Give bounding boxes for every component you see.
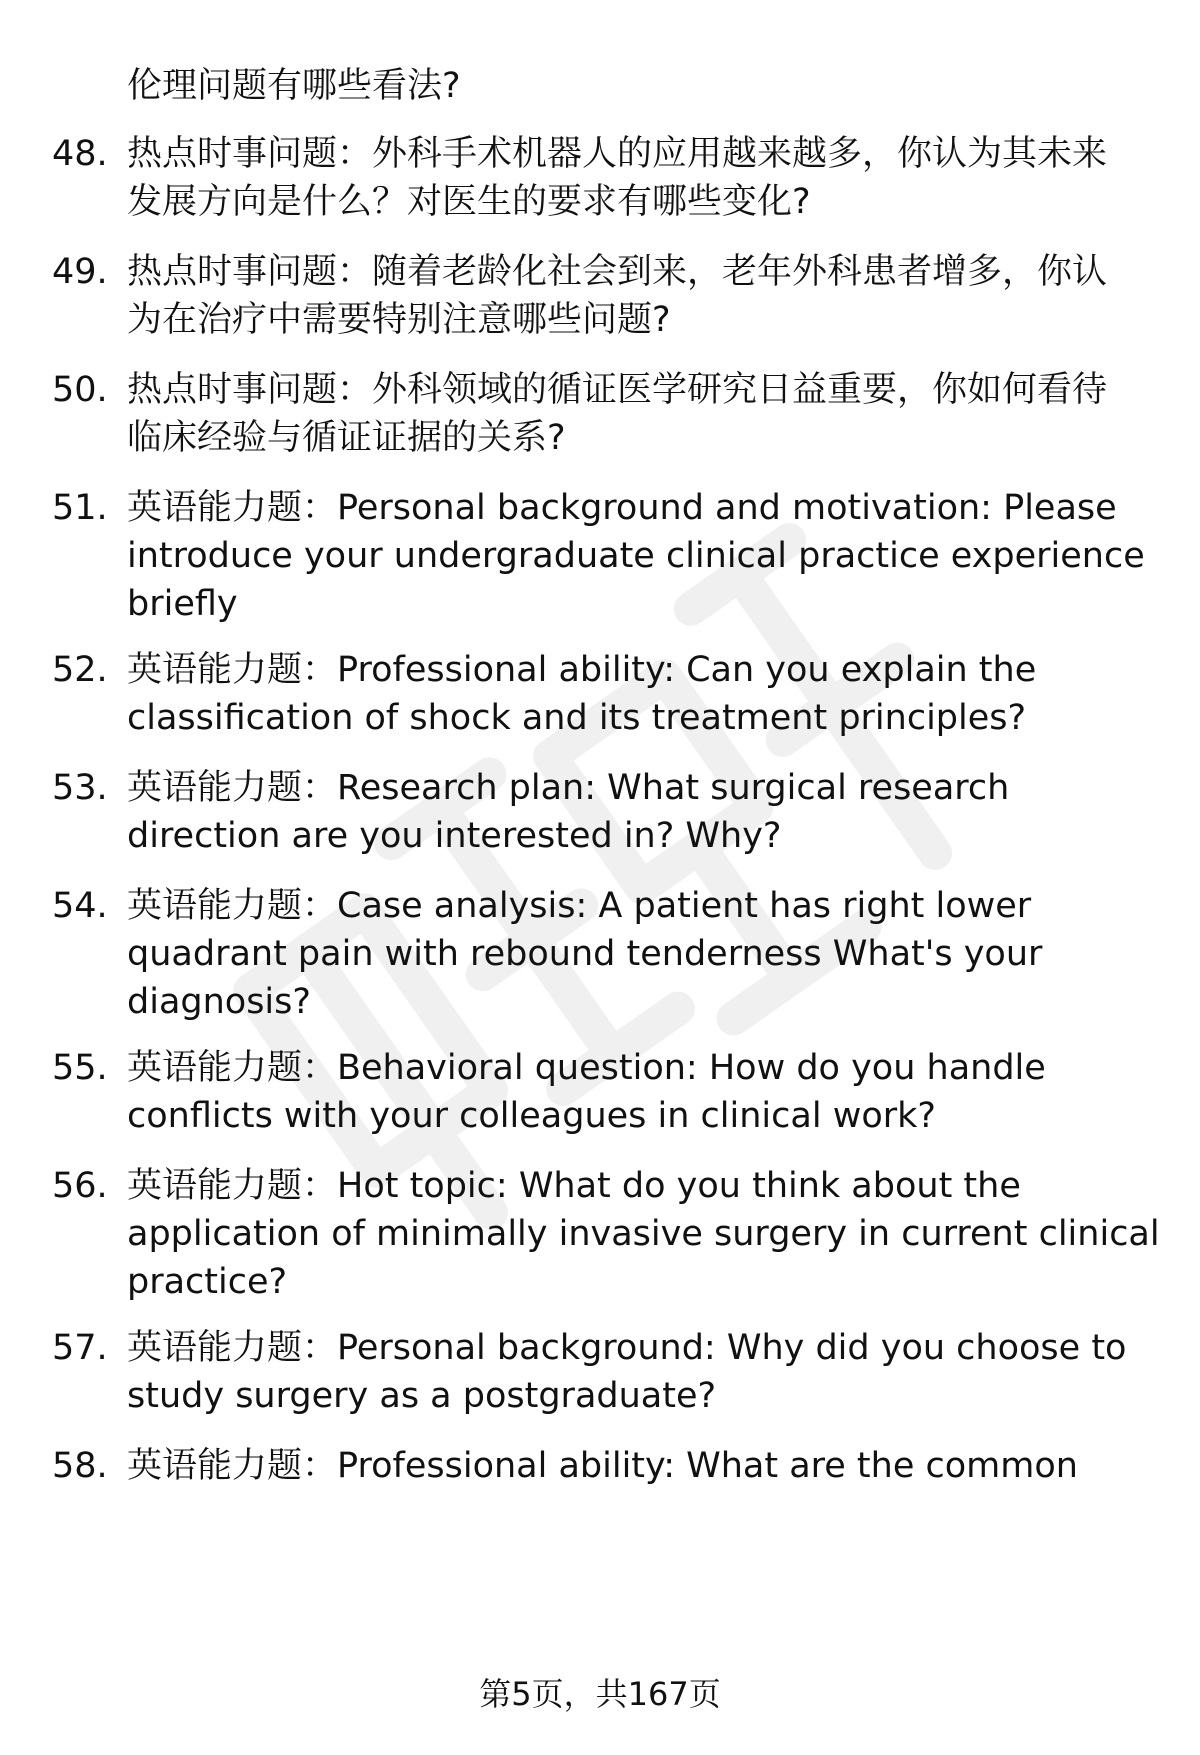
question-text <box>127 130 1147 226</box>
question-text <box>127 764 1147 860</box>
question-line: quadrant pain with rebound tenderness What's your <box>127 934 1043 974</box>
question-line: 为在治疗中需要特别注意哪些问题? <box>127 300 671 340</box>
question-number: 53. <box>52 768 108 808</box>
question-line: classification of shock and its treatment principles? <box>127 698 1027 738</box>
question-text <box>127 484 1147 628</box>
question-line: 英语能力题：Behavioral question: How do you handle <box>127 1048 1046 1088</box>
question-line: practice? <box>127 1262 288 1302</box>
question-line: 英语能力题：Professional ability: What are the common <box>127 1446 1078 1486</box>
question-line: briefly <box>127 584 238 624</box>
question-line: 英语能力题：Hot topic: What do you think about the <box>127 1166 1021 1206</box>
continued-question-text: 伦理问题有哪些看法? <box>127 66 461 106</box>
question-number: 52. <box>52 650 108 690</box>
question-line: application of minimally invasive surgery in current clinical <box>127 1214 1160 1254</box>
question-text <box>127 882 1147 1026</box>
question-text <box>127 1162 1160 1306</box>
question-line: 英语能力题：Professional ability: Can you explain the <box>127 650 1037 690</box>
question-text <box>127 366 1147 462</box>
question-number: 49. <box>52 252 108 292</box>
question-line: diagnosis? <box>127 982 311 1022</box>
question-line: 热点时事问题：随着老龄化社会到来，老年外科患者增多，你认 <box>127 252 1108 292</box>
question-text <box>127 248 1147 344</box>
question-text <box>127 1044 1147 1140</box>
question-line: 英语能力题：Personal background and motivation: Please <box>127 488 1117 528</box>
question-line: direction are you interested in? Why? <box>127 816 782 856</box>
question-text <box>127 1324 1147 1420</box>
question-line: 英语能力题：Case analysis: A patient has right lower <box>127 886 1032 926</box>
question-line: 热点时事问题：外科手术机器人的应用越来越多，你认为其未来 <box>127 134 1108 174</box>
question-number: 48. <box>52 134 108 174</box>
question-number: 56. <box>52 1166 108 1206</box>
question-line: 临床经验与循证证据的关系? <box>127 418 566 458</box>
question-line: study surgery as a postgraduate? <box>127 1376 717 1416</box>
question-line: 热点时事问题：外科领域的循证医学研究日益重要，你如何看待 <box>127 370 1108 410</box>
question-number: 51. <box>52 488 108 528</box>
question-number: 57. <box>52 1328 108 1368</box>
question-text <box>127 646 1147 742</box>
question-number: 55. <box>52 1048 108 1088</box>
page-footer: 第5页，共167页 <box>479 1675 721 1713</box>
question-line: conflicts with your colleagues in clinical work? <box>127 1096 936 1136</box>
question-number: 50. <box>52 370 108 410</box>
question-text <box>127 1442 1147 1490</box>
question-line: 英语能力题：Personal background: Why did you choose to <box>127 1328 1127 1368</box>
question-line: 发展方向是什么？对医生的要求有哪些变化? <box>127 182 811 222</box>
question-number: 58. <box>52 1446 108 1486</box>
question-number: 54. <box>52 886 108 926</box>
question-line: 英语能力题：Research plan: What surgical research <box>127 768 1010 808</box>
question-line: introduce your undergraduate clinical practice experience <box>127 536 1145 576</box>
